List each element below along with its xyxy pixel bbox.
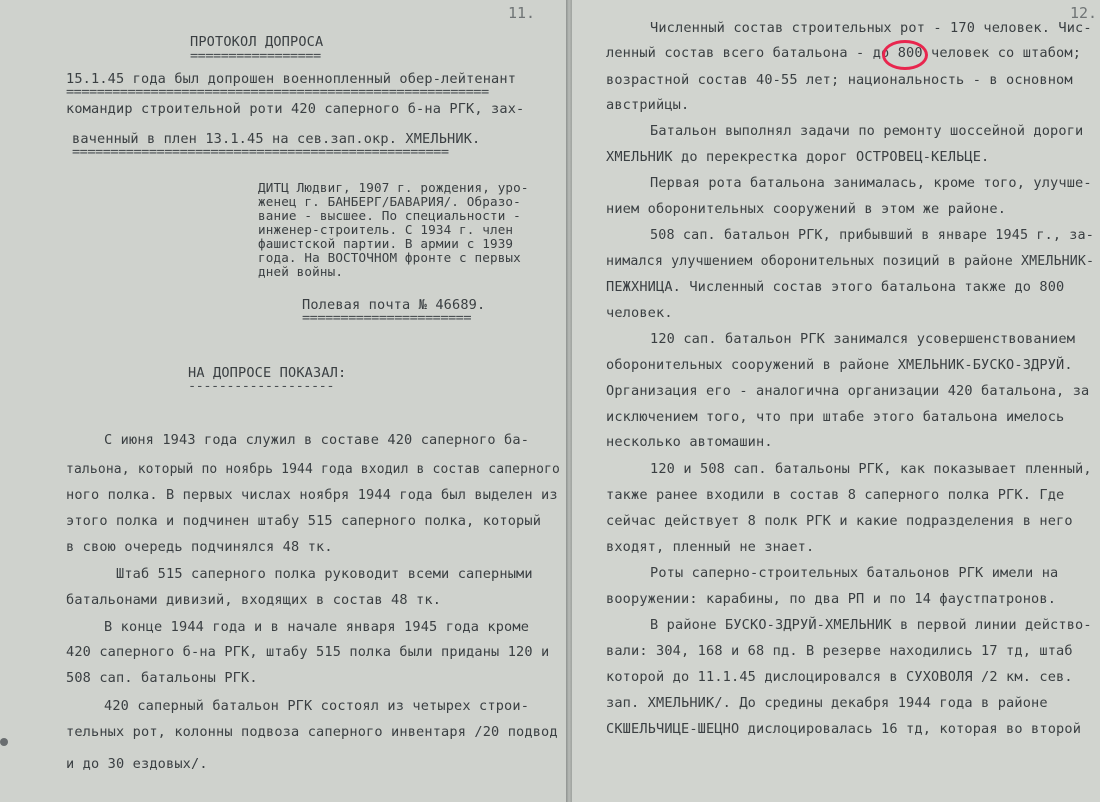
body-line: которой до 11.1.45 дислоцировался в СУХОВОЛЯ /2 км. сев. <box>606 669 1073 685</box>
body-line: Роты саперно-строительных батальонов РГК имели на <box>650 565 1059 581</box>
bio-line: вание - высшее. По специальности - <box>258 208 521 223</box>
intro-line: ваченный в плен 13.1.45 на сев.зап.окр. ХМЕЛЬНИК. <box>72 131 481 147</box>
body-line: оборонительных сооружений в районе ХМЕЛЬНИК-БУСКО-ЗДРУЙ. <box>606 357 1073 373</box>
intro-rule: ======================================================= <box>66 84 489 100</box>
body-line: австрийцы. <box>606 97 690 113</box>
body-line: исключением того, что при штабе этого батальона имелось <box>606 409 1065 425</box>
field-post-underline: ====================== <box>302 310 472 326</box>
body-line: человек. <box>606 305 673 321</box>
field-post: Полевая почта № 46689. <box>302 297 486 313</box>
body-line: несколько автомашин. <box>606 434 773 450</box>
body-line: также ранее входили в состав 8 саперного полка РГК. Где <box>606 487 1065 503</box>
body-line: В конце 1944 года и в начале января 1945 года кроме <box>104 619 530 635</box>
body-line: ленный состав всего батальона - до 800 человек со штабом; <box>606 45 1082 61</box>
bio-line: инженер-строитель. С 1934 г. член <box>258 222 514 237</box>
body-line: зап. ХМЕЛЬНИК/. До средины декабря 1944 года в районе <box>606 695 1048 711</box>
body-line: 508 сап. батальон РГК, прибывший в январе 1945 г., за- <box>650 228 1094 243</box>
binding-hole <box>0 738 8 746</box>
bio-line: года. На ВОСТОЧНОМ фронте с первых <box>258 250 521 265</box>
body-line: 508 сап. батальоны РГК. <box>66 670 258 686</box>
title-underline: ================= <box>190 48 321 64</box>
body-line: входят, пленный не знает. <box>606 539 815 555</box>
document-title: ПРОТОКОЛ ДОПРОСА <box>190 34 324 50</box>
bio-line: женец г. БАНБЕРГ/БАВАРИЯ/. Образо- <box>258 194 521 209</box>
body-line: 120 сап. батальон РГК занимался усовершенствованием <box>650 331 1076 347</box>
body-line: тельных рот, колонны подвоза саперного инвентаря /20 подвод <box>66 724 558 740</box>
body-line: возрастной состав 40-55 лет; национальность - в основном <box>606 72 1073 88</box>
body-line: Штаб 515 саперного полка руководит всеми саперными <box>116 566 533 582</box>
highlight-circle <box>882 40 928 70</box>
body-line: Численный состав строительных рот - 170 человек. Чис- <box>650 20 1092 36</box>
intro-line: командир строительной роти 420 саперного б-на РГК, зах- <box>66 101 525 117</box>
body-line: 420 саперного б-на РГК, штабу 515 полка были приданы 120 и <box>66 644 550 660</box>
body-line: тальона, который по ноябрь 1944 года входил в состав саперного <box>66 462 560 477</box>
bio-line: дней войны. <box>258 264 344 279</box>
section-heading: НА ДОПРОСЕ ПОКАЗАЛ: <box>188 365 347 381</box>
body-line: вали: 304, 168 и 68 пд. В резерве находились 17 тд, штаб <box>606 643 1073 659</box>
body-line: Батальон выполнял задачи по ремонту шоссейной дороги <box>650 123 1084 139</box>
body-line: Первая рота батальона занималась, кроме того, улучше- <box>650 175 1092 191</box>
body-line: нимался улучшением оборонительных позиций в районе ХМЕЛЬНИК- <box>606 254 1095 269</box>
page-number-11: 11. <box>508 4 536 22</box>
bio-line: ДИТЦ Людвиг, 1907 г. рождения, уро- <box>258 180 529 195</box>
body-line: вооружении: карабины, по два РП и по 14 фаустпатронов. <box>606 591 1057 607</box>
bio-line: фашистской партии. В армии с 1939 <box>258 236 514 251</box>
body-line: СКШЕЛЬЧИЦЕ-ШЕЦНО дислоцировалась 16 тд, которая во второй <box>606 721 1082 737</box>
intro-line: 15.1.45 года был допрошен военнопленный обер-лейтенант <box>66 71 517 87</box>
body-line: в свою очередь подчинялся 48 тк. <box>66 539 333 555</box>
body-line: В районе БУСКО-ЗДРУЙ-ХМЕЛЬНИК в первой линии действо- <box>650 617 1092 633</box>
right-page <box>572 0 1100 802</box>
body-line: этого полка и подчинен штабу 515 саперного полка, который <box>66 513 542 529</box>
section-underline: ------------------- <box>188 378 334 394</box>
body-line: С июня 1943 года служил в составе 420 саперного ба- <box>104 432 530 448</box>
body-line: 120 и 508 сап. батальоны РГК, как показывает пленный, <box>650 461 1092 477</box>
body-line: ного полка. В первых числах ноября 1944 года был выделен из <box>66 487 558 503</box>
body-line: батальонами дивизий, входящих в состав 48 тк. <box>66 592 442 608</box>
body-line: 420 саперный батальон РГК состоял из четырех строи- <box>104 698 530 714</box>
body-line: и до 30 ездовых/. <box>66 756 208 772</box>
body-line: ХМЕЛЬНИК до перекрестка дорог ОСТРОВЕЦ-КЕЛЬЦЕ. <box>606 149 990 165</box>
body-line: сейчас действует 8 полк РГК и какие подразделения в него <box>606 513 1073 529</box>
page-number-12: 12. <box>1070 4 1098 22</box>
intro-rule: ================================================= <box>72 144 449 160</box>
body-line: Организация его - аналогична организации 420 батальона, за <box>606 383 1090 399</box>
body-line: ПЕЖХНИЦА. Численный состав этого батальона также до 800 <box>606 279 1065 295</box>
body-line: нием оборонительных сооружений в этом же районе. <box>606 201 1007 217</box>
